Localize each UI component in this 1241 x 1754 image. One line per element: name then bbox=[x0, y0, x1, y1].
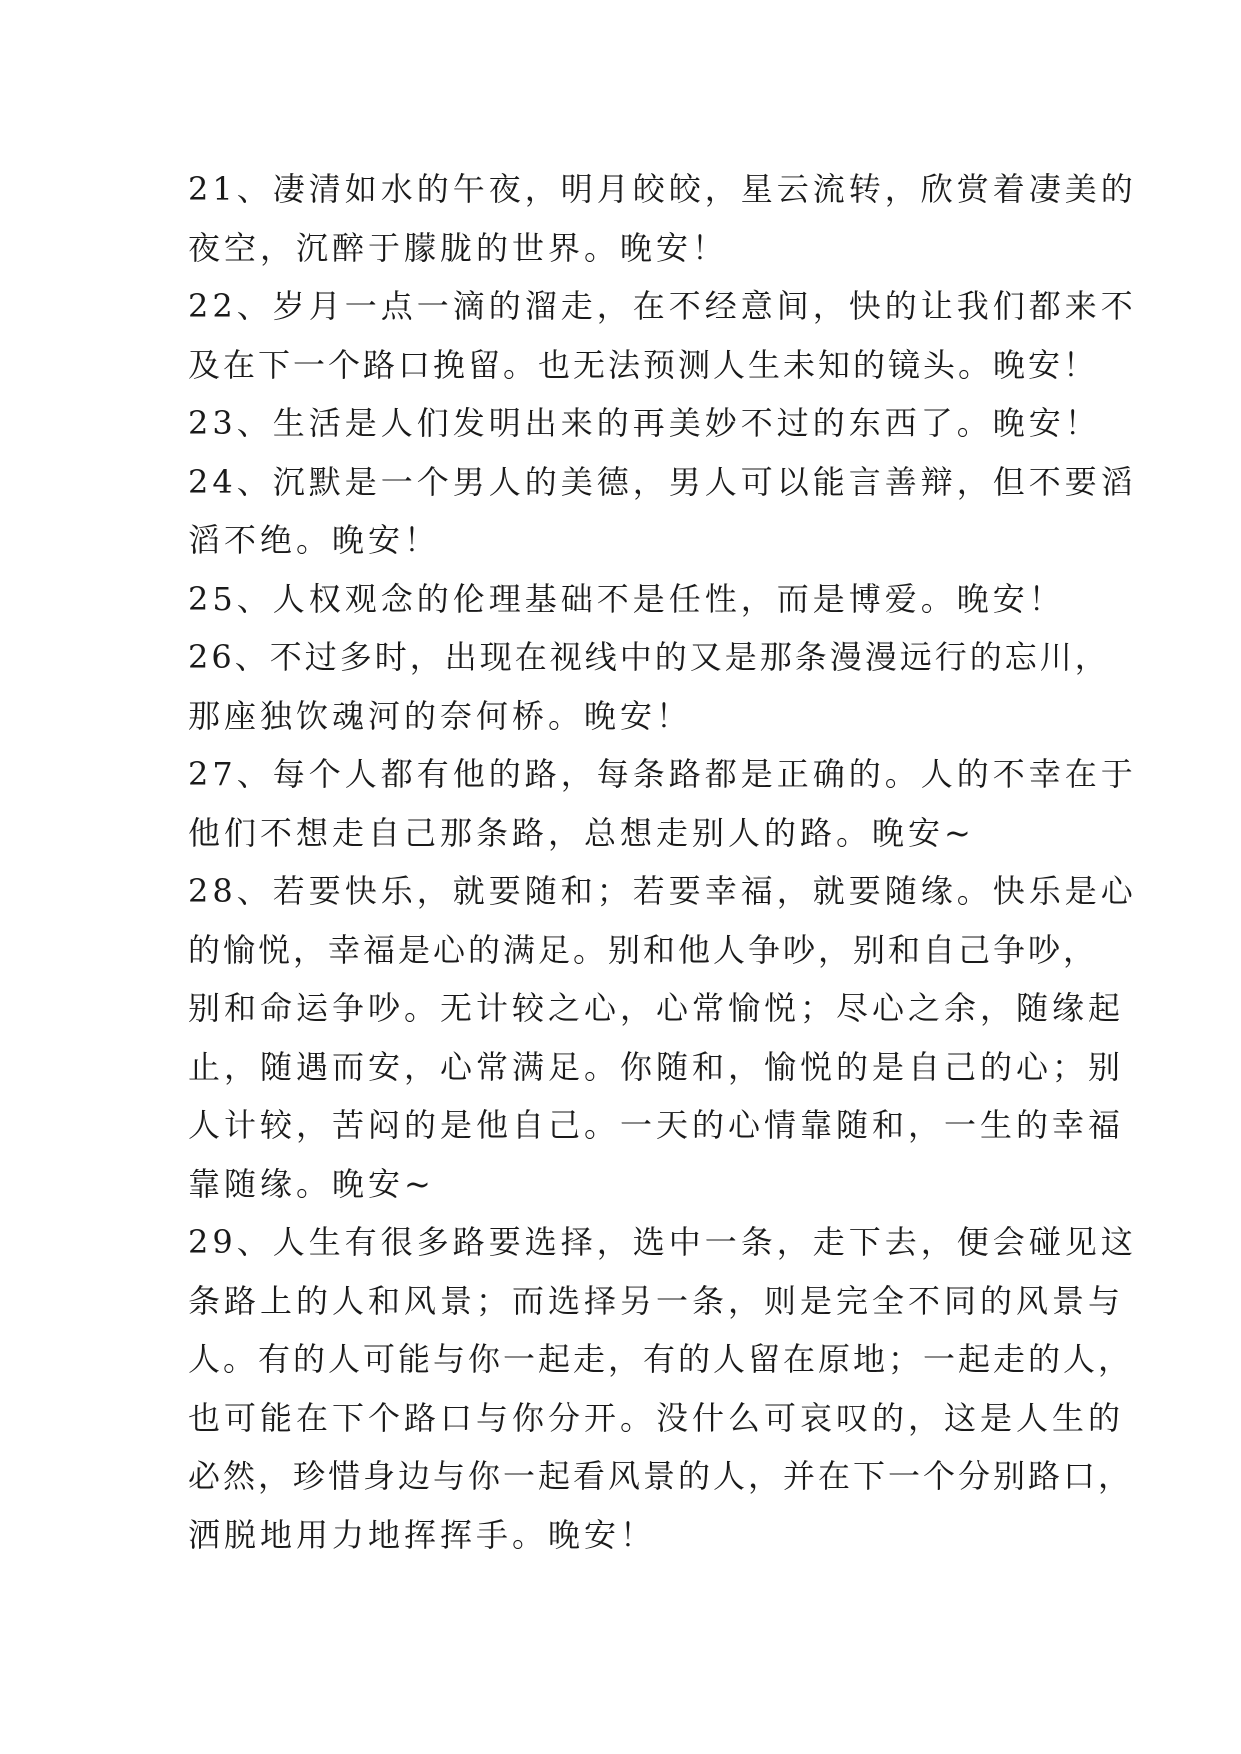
text-line: 27、每个人都有他的路，每条路都是正确的。人的不幸在于 bbox=[188, 755, 1137, 793]
text-line: 条路上的人和风景；而选择另一条，则是完全不同的风景与 bbox=[188, 1281, 1125, 1320]
text-line: 也可能在下个路口与你分开。没什么可哀叹的，这是人生的 bbox=[188, 1398, 1125, 1437]
text-line: 23、生活是人们发明出来的再美妙不过的东西了。晚安！ bbox=[188, 404, 1101, 442]
text-line: 21、凄清如水的午夜，明月皎皎，星云流转，欣赏着凄美的 bbox=[188, 170, 1137, 208]
text-line: 止，随遇而安，心常满足。你随和，愉悦的是自己的心；别 bbox=[188, 1047, 1125, 1086]
text-line: 人计较，苦闷的是他自己。一天的心情靠随和，一生的幸福 bbox=[188, 1106, 1125, 1144]
text-line: 他们不想走自己那条路，总想走别人的路。晚安~ bbox=[188, 813, 975, 852]
text-line: 的愉悦，幸福是心的满足。别和他人争吵，别和自己争吵， bbox=[188, 930, 1099, 969]
text-line: 滔不绝。晚安！ bbox=[188, 521, 441, 559]
text-line: 那座独饮魂河的奈何桥。晚安！ bbox=[188, 696, 693, 735]
text-line: 29、人生有很多路要选择，选中一条，走下去，便会碰见这 bbox=[188, 1223, 1137, 1261]
text-line: 必然，珍惜身边与你一起看风景的人，并在下一个分别路口， bbox=[188, 1457, 1134, 1495]
text-line: 洒脱地用力地挥挥手。晚安！ bbox=[188, 1515, 657, 1554]
text-line: 靠随缘。晚安~ bbox=[188, 1164, 435, 1203]
text-line: 24、沉默是一个男人的美德，男人可以能言善辩，但不要滔 bbox=[188, 462, 1137, 501]
text-line: 26、不过多时，出现在视线中的又是那条漫漫远行的忘川， bbox=[188, 638, 1110, 676]
text-line: 28、若要快乐，就要随和；若要幸福，就要随缘。快乐是心 bbox=[188, 872, 1137, 910]
text-line: 22、岁月一点一滴的溜走，在不经意间，快的让我们都来不 bbox=[188, 287, 1137, 325]
text-line: 夜空，沉醉于朦胧的世界。晚安！ bbox=[188, 228, 729, 267]
text-line: 及在下一个路口挽留。也无法预测人生未知的镜头。晚安！ bbox=[188, 345, 1099, 384]
text-line: 别和命运争吵。无计较之心，心常愉悦；尽心之余，随缘起 bbox=[188, 989, 1125, 1027]
text-line: 25、人权观念的伦理基础不是任性，而是博爱。晚安！ bbox=[188, 579, 1065, 618]
text-line: 人。有的人可能与你一起走，有的人留在原地；一起走的人， bbox=[188, 1340, 1134, 1378]
document-body bbox=[188, 160, 1137, 1564]
